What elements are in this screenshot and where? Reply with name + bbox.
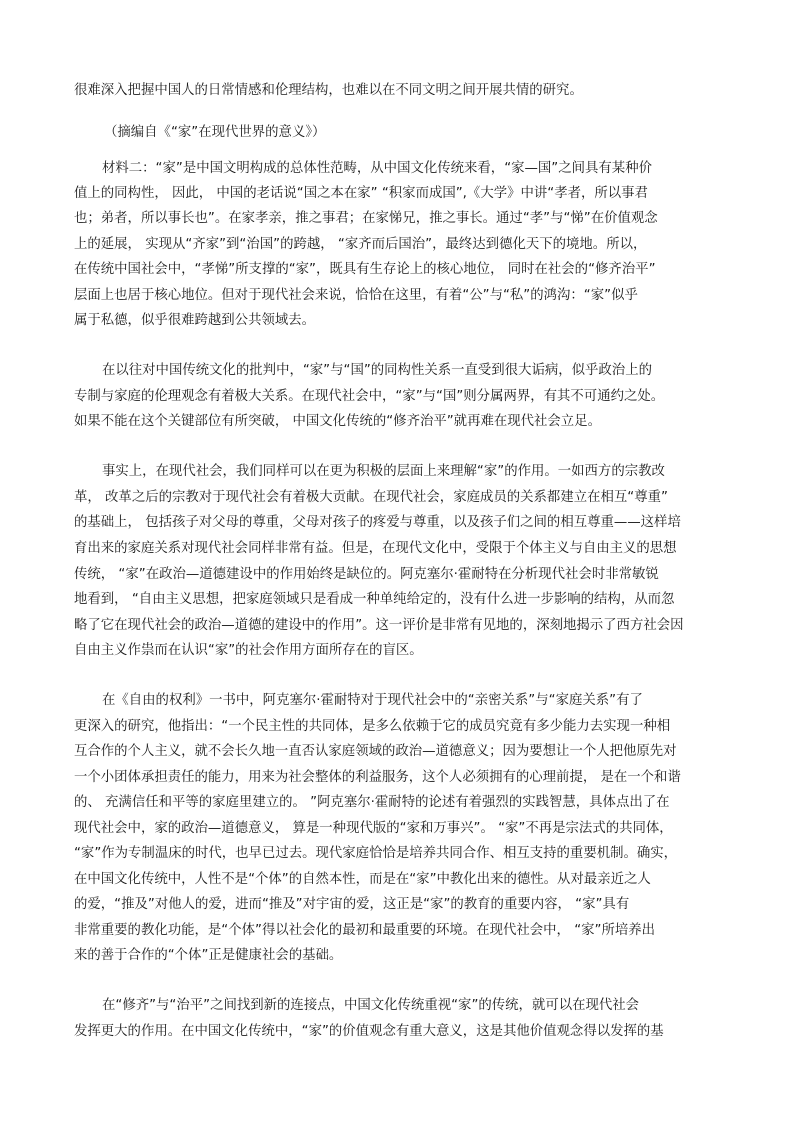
- text-line: 自由主义作祟而在认识“家”的社会作用方面所存在的盲区。: [74, 643, 423, 658]
- text-line: 材料二：“家”是中国文明构成的总体性范畴，从中国文化传统来看，“家—国”之间具有某种价: [102, 161, 652, 176]
- text-line: 传统， “家”在政治—道德建设中的作用始终是缺位的。阿克塞尔·霍耐特在分析现代社会时非常敏锐: [74, 567, 659, 582]
- text-line: 事实上，在现代社会，我们同样可以在更为积极的层面上来理解“家”的作用。一如西方的宗教改: [102, 464, 665, 479]
- text-line: 更深入的研究，他指出：“一个民主性的共同体，是多么依赖于它的成员究竟有多少能力去实现一种相: [74, 719, 671, 734]
- text-line: 在“修齐”与“治平”之间找到新的连接点，中国文化传统重视“家”的传统，就可以在现代社会: [102, 998, 640, 1013]
- text-line: 育出来的家庭关系对现代社会同样非常有益。但是，在现代文化中，受限于个体主义与自由主义的思想: [74, 541, 677, 556]
- text-line: 现代社会中，家的政治—道德意义， 算是一种现代版的“家和万事兴”。 “家”不再是宗法式的共同体，: [74, 821, 673, 836]
- text-line: 值上的同构性， 因此， 中国的老话说“国之本在家” “积家而成国”,《大学》中讲“孝者，所以事君: [74, 186, 648, 201]
- text-line: “家”作为专制温床的时代，也早已过去。现代家庭恰恰是培养共同合作、相互支持的重要机制。确实，: [74, 846, 678, 861]
- text-line: 专制与家庭的伦理观念有着极大关系。在现代社会中，“家”与“国”则分属两界，有其不可通约之处。: [74, 389, 665, 404]
- text-line: 在中国文化传统中，人性不是“个体”的自然本性，而是在“家”中教化出来的德性。从对最亲近之人: [74, 872, 651, 887]
- text-line: 非常重要的教化功能，是“个体”得以社会化的最初和最重要的环境。在现代社会中， “家”所培养出: [74, 923, 656, 938]
- text-line: 在传统中国社会中，“孝悌”所支撑的“家”，既具有生存论上的核心地位， 同时在社会的“修齐治平”: [74, 262, 656, 277]
- text-line: 地看到， “自由主义思想，把家庭领域只是看成一种单纯给定的，没有什么进一步影响的结构，从而忽: [74, 592, 675, 607]
- text-line: 的、 充满信任和平等的家庭里建立的。 ”阿克塞尔·霍耐特的论述有着强烈的实践智慧，具体点出了在: [74, 795, 670, 810]
- text-line: 属于私德，似乎很难跨越到公共领域去。: [74, 313, 316, 328]
- text-line: 略了它在现代社会的政治—道德的建设中的作用”。这一评价是非常有见地的，深刻地揭示了西方社会因: [74, 618, 684, 633]
- text-line: 来的善于合作的“个体”正是健康社会的基础。: [74, 948, 343, 963]
- text-line: 在以往对中国传统文化的批判中，“家”与“国”的同构性关系一直受到很大诟病，似乎政治上的: [102, 363, 652, 378]
- text-line: 发挥更大的作用。在中国文化传统中，“家”的价值观念有重大意义，这是其他价值观念得以发挥的基: [74, 1024, 664, 1039]
- text-line: 互合作的个人主义，就不会长久地一直否认家庭领域的政治—道德意义；因为要想让一个人把他原先对: [74, 744, 677, 759]
- text-line: 的基础上， 包括孩子对父母的尊重，父母对孩子的疼爱与尊重，以及孩子们之间的相互尊重——这样培: [74, 515, 681, 530]
- text-line: 很难深入把握中国人的日常情感和伦理结构，也难以在不同文明之间开展共情的研究。: [74, 83, 583, 98]
- source-citation: （摘编自《“家”在现代世界的意义》）: [104, 125, 326, 140]
- text-line: 在《自由的权利》一书中，阿克塞尔·霍耐特对于现代社会中的“亲密关系”与“家庭关系”有了: [102, 693, 643, 708]
- text-line: 如果不能在这个关键部位有所突破， 中国文化传统的“修齐治平”就再难在现代社会立足。: [74, 414, 601, 429]
- text-line: 上的延展， 实现从“齐家”到“治国”的跨越， “家齐而后国治”，最终达到德化天下的境地。所以，: [74, 237, 647, 252]
- text-line: 层面上也居于核心地位。但对于现代社会来说，恰恰在这里，有着“公”与“私”的鸿沟：“家”似乎: [74, 288, 638, 303]
- text-line: 的爱，“推及”对他人的爱，进而“推及”对宇宙的爱，这正是“家”的教育的重要内容， “家”具有: [74, 897, 630, 912]
- text-line: 也；弟者，所以事长也”。在家孝亲，推之事君；在家悌兄，推之事长。通过“孝”与“悌”在价值观念: [74, 211, 658, 226]
- text-line: 革， 改革之后的宗教对于现代社会有着极大贡献。在现代社会，家庭成员的关系都建立在相互“尊重”: [74, 490, 668, 505]
- text-line: 一个小团体承担责任的能力，用来为社会整体的利益服务，这个人必须拥有的心理前提， 是在一个和谐: [74, 770, 681, 785]
